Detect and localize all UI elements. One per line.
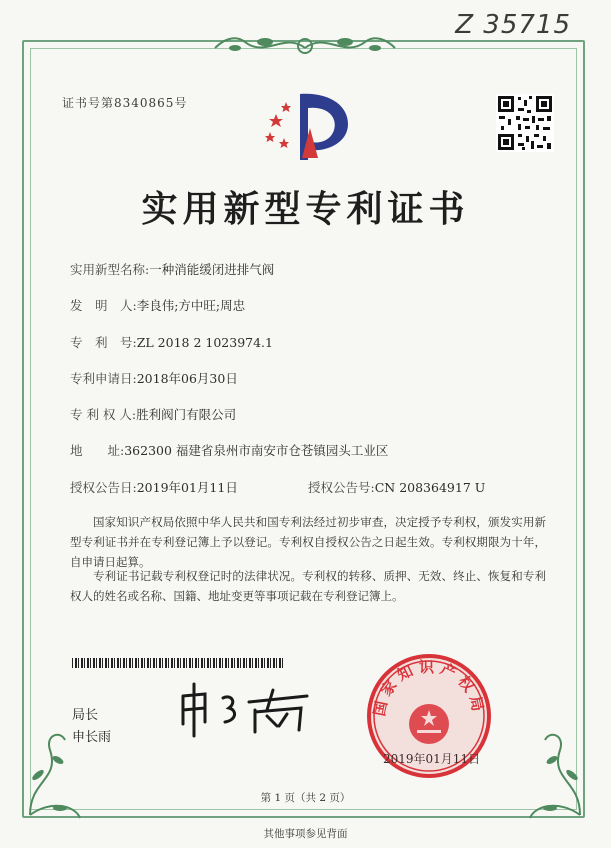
seal-text: 国家知识产权局 — [370, 658, 488, 718]
inventor-label: 发 明 人: — [70, 298, 137, 313]
utility-model-name-row — [70, 260, 274, 278]
utility-model-name-value: 一种消能缓闭进排气阀 — [149, 262, 275, 277]
back-note: 其他事项参见背面 — [263, 828, 348, 840]
grant-statement-paragraph: 国家知识产权局依照中华人民共和国专利法经过初步审查，决定授予专利权，颁发实用新型专利证书并在专利登记簿上予以登记。专利权自授权公告之日起生效。专利权期限为十年，自申请日起算。 — [70, 515, 546, 569]
patent-number-row — [70, 333, 273, 351]
grant-date-value: 2019年01月11日 — [136, 480, 238, 495]
bottom-right-ornament — [520, 720, 590, 820]
seal-date: 2019年01月11日 — [383, 752, 481, 766]
inventor-row — [70, 296, 245, 314]
address-row — [70, 441, 388, 459]
handwritten-note: Z 35715 — [455, 10, 571, 40]
address-label: 地 址: — [70, 443, 125, 458]
page-number: 第 1 页（共 2 页） — [260, 792, 351, 804]
certificate-title: 实用新型专利证书 — [141, 189, 470, 230]
grant-number-row — [308, 478, 485, 496]
patentee-label: 专 利 权 人: — [70, 407, 137, 422]
application-date-value: 2018年06月30日 — [136, 371, 238, 386]
application-date-row — [70, 369, 238, 387]
barcode-strip — [72, 658, 284, 668]
application-date-label: 专利申请日: — [70, 371, 137, 386]
address-value: 362300 福建省泉州市南安市仓苍镇园头工业区 — [124, 443, 389, 458]
director-title: 局长 — [72, 708, 99, 723]
patentee-row — [70, 405, 236, 423]
qr-code — [496, 94, 554, 152]
inventor-value: 李良伟;方中旺;周忠 — [136, 298, 246, 313]
legal-status-paragraph: 专利证书记载专利权登记时的法律状况。专利权的转移、质押、无效、终止、恢复和专利权人的姓名或名称、国籍、地址变更等事项记载在专利登记簿上。 — [70, 569, 546, 603]
patentee-value: 胜利阀门有限公司 — [136, 407, 237, 422]
grant-number-value: CN 208364917 U — [374, 480, 486, 495]
utility-model-name-label: 实用新型名称: — [70, 262, 150, 277]
grant-number-label: 授权公告号: — [308, 480, 375, 495]
patent-number-value: ZL 2018 2 1023974.1 — [136, 335, 273, 350]
top-ornament — [205, 28, 405, 62]
grant-date-row — [70, 478, 238, 496]
patent-number-label: 专 利 号: — [70, 335, 137, 350]
director-name: 申长雨 — [72, 730, 112, 745]
patent-office-logo — [258, 88, 354, 164]
director-signature — [175, 680, 315, 740]
grant-date-label: 授权公告日: — [70, 480, 137, 495]
certificate-number: 证书号第8340865号 — [62, 96, 188, 110]
